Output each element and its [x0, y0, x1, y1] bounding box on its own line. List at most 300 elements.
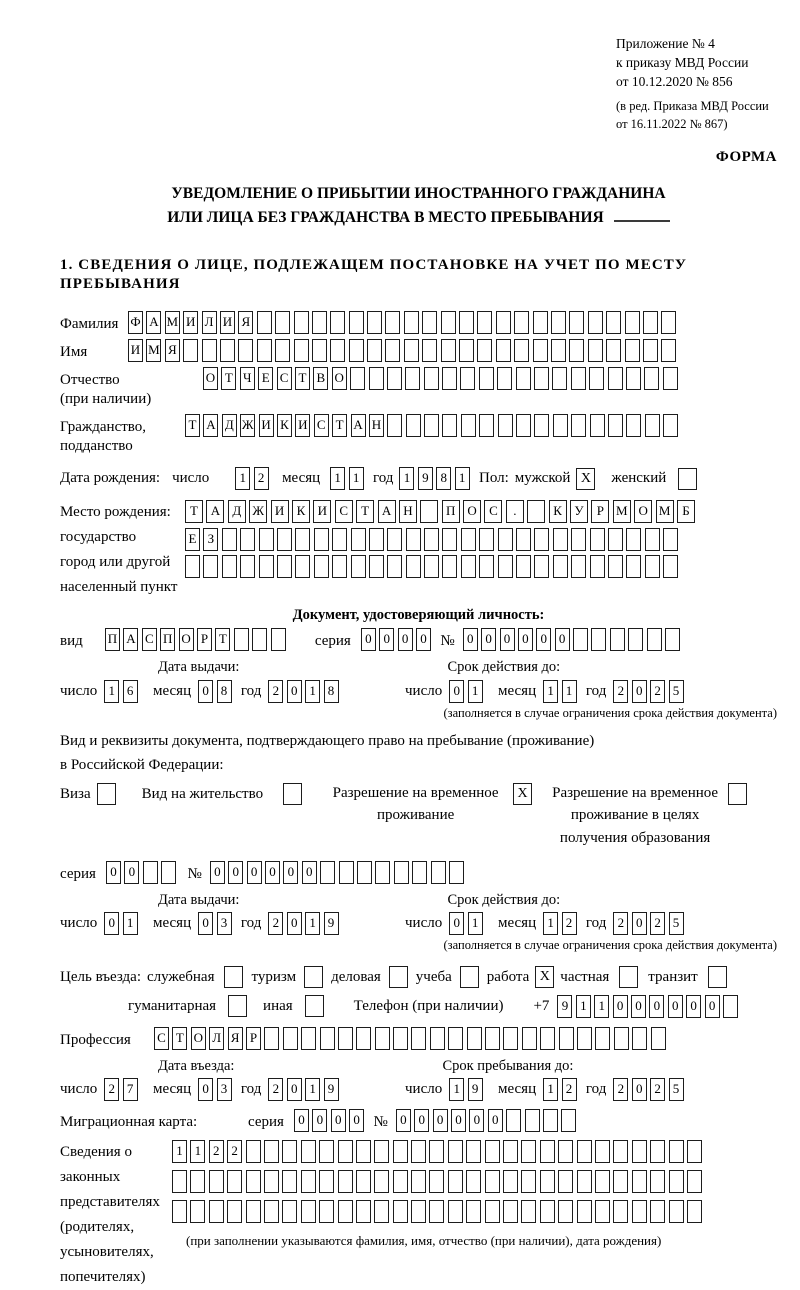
char-cell[interactable]: 6: [123, 680, 138, 703]
char-cell[interactable]: [498, 528, 513, 551]
char-cell[interactable]: [553, 528, 568, 551]
char-cell[interactable]: 1: [235, 467, 250, 490]
char-cell[interactable]: Н: [399, 500, 417, 523]
char-cell[interactable]: [338, 1140, 353, 1163]
char-cell[interactable]: [479, 414, 494, 437]
char-cell[interactable]: П: [160, 628, 175, 651]
char-cell[interactable]: [220, 339, 235, 362]
char-cell[interactable]: [626, 555, 641, 578]
char-cell[interactable]: О: [634, 500, 652, 523]
purpose-business-checkbox[interactable]: [389, 966, 408, 988]
char-cell[interactable]: Р: [591, 500, 609, 523]
char-cell[interactable]: [628, 628, 643, 651]
char-cell[interactable]: [275, 339, 290, 362]
char-cell[interactable]: [442, 414, 457, 437]
char-cell[interactable]: [264, 1170, 279, 1193]
char-cell[interactable]: 8: [436, 467, 451, 490]
char-cell[interactable]: М: [146, 339, 161, 362]
char-cell[interactable]: [595, 1170, 610, 1193]
char-cell[interactable]: [227, 1200, 242, 1223]
char-cell[interactable]: 0: [449, 680, 464, 703]
char-cell[interactable]: [349, 311, 364, 334]
char-cell[interactable]: А: [203, 414, 218, 437]
char-cell[interactable]: [723, 995, 738, 1018]
purpose-transit-checkbox[interactable]: [708, 966, 727, 988]
char-cell[interactable]: [466, 1200, 481, 1223]
char-cell[interactable]: 1: [305, 680, 320, 703]
char-cell[interactable]: И: [128, 339, 143, 362]
char-cell[interactable]: [349, 339, 364, 362]
char-cell[interactable]: 0: [312, 1109, 327, 1132]
char-cell[interactable]: [332, 528, 347, 551]
char-cell[interactable]: Р: [197, 628, 212, 651]
char-cell[interactable]: [559, 1027, 574, 1050]
char-cell[interactable]: [647, 628, 662, 651]
char-cell[interactable]: [645, 414, 660, 437]
char-cell[interactable]: [571, 555, 586, 578]
char-cell[interactable]: 1: [349, 467, 364, 490]
char-cell[interactable]: [351, 555, 366, 578]
char-cell[interactable]: [590, 414, 605, 437]
char-cell[interactable]: [314, 555, 329, 578]
char-cell[interactable]: [404, 339, 419, 362]
char-cell[interactable]: [608, 555, 623, 578]
char-cell[interactable]: [516, 528, 531, 551]
char-cell[interactable]: [422, 311, 437, 334]
char-cell[interactable]: О: [332, 367, 347, 390]
char-cell[interactable]: [552, 367, 567, 390]
char-cell[interactable]: 0: [104, 912, 119, 935]
char-cell[interactable]: [569, 311, 584, 334]
char-cell[interactable]: О: [463, 500, 481, 523]
char-cell[interactable]: О: [203, 367, 218, 390]
purpose-official-checkbox[interactable]: [224, 966, 243, 988]
char-cell[interactable]: 0: [631, 995, 646, 1018]
visa-checkbox[interactable]: [97, 783, 116, 805]
char-cell[interactable]: А: [206, 500, 224, 523]
char-cell[interactable]: [271, 628, 286, 651]
char-cell[interactable]: [525, 1109, 540, 1132]
char-cell[interactable]: [202, 339, 217, 362]
char-cell[interactable]: Т: [172, 1027, 187, 1050]
char-cell[interactable]: [514, 339, 529, 362]
char-cell[interactable]: [588, 311, 603, 334]
char-cell[interactable]: [406, 414, 421, 437]
char-cell[interactable]: [312, 311, 327, 334]
char-cell[interactable]: [461, 414, 476, 437]
char-cell[interactable]: [301, 1140, 316, 1163]
char-cell[interactable]: [558, 1200, 573, 1223]
char-cell[interactable]: [301, 1027, 316, 1050]
char-cell[interactable]: [466, 1140, 481, 1163]
char-cell[interactable]: [608, 367, 623, 390]
char-cell[interactable]: [350, 367, 365, 390]
char-cell[interactable]: [234, 628, 249, 651]
char-cell[interactable]: 9: [324, 1078, 339, 1101]
char-cell[interactable]: [571, 528, 586, 551]
char-cell[interactable]: [644, 367, 659, 390]
char-cell[interactable]: 2: [562, 1078, 577, 1101]
purpose-other-checkbox[interactable]: [305, 995, 324, 1017]
char-cell[interactable]: [375, 1027, 390, 1050]
char-cell[interactable]: [533, 339, 548, 362]
char-cell[interactable]: [369, 367, 384, 390]
char-cell[interactable]: [330, 311, 345, 334]
char-cell[interactable]: [320, 1027, 335, 1050]
char-cell[interactable]: 0: [302, 861, 317, 884]
char-cell[interactable]: [356, 1170, 371, 1193]
char-cell[interactable]: [448, 1027, 463, 1050]
char-cell[interactable]: [561, 1109, 576, 1132]
char-cell[interactable]: [687, 1170, 702, 1193]
char-cell[interactable]: 0: [414, 1109, 429, 1132]
char-cell[interactable]: 2: [613, 912, 628, 935]
char-cell[interactable]: [406, 555, 421, 578]
char-cell[interactable]: [301, 1170, 316, 1193]
char-cell[interactable]: [551, 339, 566, 362]
char-cell[interactable]: [357, 861, 372, 884]
char-cell[interactable]: 0: [518, 628, 533, 651]
char-cell[interactable]: [540, 1170, 555, 1193]
char-cell[interactable]: 0: [247, 861, 262, 884]
char-cell[interactable]: 8: [324, 680, 339, 703]
char-cell[interactable]: 0: [124, 861, 139, 884]
char-cell[interactable]: [183, 339, 198, 362]
char-cell[interactable]: 1: [468, 912, 483, 935]
char-cell[interactable]: К: [277, 414, 292, 437]
char-cell[interactable]: К: [549, 500, 567, 523]
residence-permit-checkbox[interactable]: [283, 783, 302, 805]
char-cell[interactable]: [663, 367, 678, 390]
char-cell[interactable]: 2: [227, 1140, 242, 1163]
char-cell[interactable]: 0: [349, 1109, 364, 1132]
char-cell[interactable]: Б: [677, 500, 695, 523]
char-cell[interactable]: [246, 1200, 261, 1223]
char-cell[interactable]: [339, 861, 354, 884]
char-cell[interactable]: [543, 1109, 558, 1132]
char-cell[interactable]: [429, 1200, 444, 1223]
char-cell[interactable]: [521, 1170, 536, 1193]
char-cell[interactable]: [514, 311, 529, 334]
char-cell[interactable]: [485, 1170, 500, 1193]
char-cell[interactable]: [643, 311, 658, 334]
char-cell[interactable]: [661, 339, 676, 362]
char-cell[interactable]: [527, 500, 545, 523]
char-cell[interactable]: [411, 1140, 426, 1163]
char-cell[interactable]: [448, 1140, 463, 1163]
char-cell[interactable]: [533, 311, 548, 334]
char-cell[interactable]: [632, 1027, 647, 1050]
char-cell[interactable]: [516, 414, 531, 437]
char-cell[interactable]: 0: [433, 1109, 448, 1132]
char-cell[interactable]: 1: [576, 995, 591, 1018]
char-cell[interactable]: [394, 861, 409, 884]
char-cell[interactable]: [406, 528, 421, 551]
char-cell[interactable]: [485, 1200, 500, 1223]
char-cell[interactable]: [332, 555, 347, 578]
char-cell[interactable]: 0: [106, 861, 121, 884]
char-cell[interactable]: [553, 414, 568, 437]
char-cell[interactable]: 1: [455, 467, 470, 490]
char-cell[interactable]: 1: [190, 1140, 205, 1163]
char-cell[interactable]: 1: [543, 1078, 558, 1101]
char-cell[interactable]: [356, 1140, 371, 1163]
char-cell[interactable]: [595, 1027, 610, 1050]
temp-residence-checkbox[interactable]: X: [513, 783, 532, 805]
char-cell[interactable]: 1: [104, 680, 119, 703]
char-cell[interactable]: [227, 1170, 242, 1193]
char-cell[interactable]: [257, 339, 272, 362]
char-cell[interactable]: [540, 1200, 555, 1223]
char-cell[interactable]: 2: [650, 912, 665, 935]
char-cell[interactable]: [442, 367, 457, 390]
char-cell[interactable]: Т: [215, 628, 230, 651]
char-cell[interactable]: [367, 311, 382, 334]
char-cell[interactable]: [503, 1200, 518, 1223]
char-cell[interactable]: 3: [217, 1078, 232, 1101]
char-cell[interactable]: [477, 311, 492, 334]
char-cell[interactable]: Т: [332, 414, 347, 437]
char-cell[interactable]: [319, 1140, 334, 1163]
char-cell[interactable]: [577, 1140, 592, 1163]
char-cell[interactable]: [338, 1027, 353, 1050]
char-cell[interactable]: 0: [361, 628, 376, 651]
char-cell[interactable]: [496, 339, 511, 362]
char-cell[interactable]: [503, 1027, 518, 1050]
char-cell[interactable]: Л: [202, 311, 217, 334]
char-cell[interactable]: [522, 1027, 537, 1050]
char-cell[interactable]: 2: [613, 680, 628, 703]
char-cell[interactable]: [669, 1140, 684, 1163]
char-cell[interactable]: [521, 1200, 536, 1223]
char-cell[interactable]: [589, 367, 604, 390]
char-cell[interactable]: [375, 861, 390, 884]
char-cell[interactable]: Т: [185, 500, 203, 523]
char-cell[interactable]: [663, 528, 678, 551]
char-cell[interactable]: 1: [543, 680, 558, 703]
char-cell[interactable]: [460, 367, 475, 390]
char-cell[interactable]: [190, 1170, 205, 1193]
char-cell[interactable]: [351, 528, 366, 551]
char-cell[interactable]: 2: [104, 1078, 119, 1101]
char-cell[interactable]: [663, 555, 678, 578]
char-cell[interactable]: [516, 555, 531, 578]
char-cell[interactable]: 0: [488, 1109, 503, 1132]
char-cell[interactable]: [497, 367, 512, 390]
char-cell[interactable]: [277, 528, 292, 551]
char-cell[interactable]: М: [656, 500, 674, 523]
char-cell[interactable]: [387, 367, 402, 390]
char-cell[interactable]: [405, 367, 420, 390]
char-cell[interactable]: [669, 1200, 684, 1223]
char-cell[interactable]: .: [506, 500, 524, 523]
char-cell[interactable]: [687, 1200, 702, 1223]
char-cell[interactable]: 0: [198, 1078, 213, 1101]
char-cell[interactable]: Р: [246, 1027, 261, 1050]
char-cell[interactable]: [687, 1140, 702, 1163]
char-cell[interactable]: [301, 1200, 316, 1223]
char-cell[interactable]: И: [183, 311, 198, 334]
char-cell[interactable]: [553, 555, 568, 578]
char-cell[interactable]: О: [179, 628, 194, 651]
char-cell[interactable]: 0: [632, 680, 647, 703]
char-cell[interactable]: [393, 1200, 408, 1223]
purpose-private-checkbox[interactable]: [619, 966, 638, 988]
char-cell[interactable]: П: [442, 500, 460, 523]
char-cell[interactable]: И: [313, 500, 331, 523]
char-cell[interactable]: 5: [669, 912, 684, 935]
char-cell[interactable]: [246, 1140, 261, 1163]
char-cell[interactable]: С: [142, 628, 157, 651]
char-cell[interactable]: [240, 528, 255, 551]
purpose-work-checkbox[interactable]: X: [535, 966, 554, 988]
char-cell[interactable]: М: [165, 311, 180, 334]
char-cell[interactable]: [577, 1027, 592, 1050]
char-cell[interactable]: 1: [305, 912, 320, 935]
char-cell[interactable]: [477, 339, 492, 362]
char-cell[interactable]: [442, 528, 457, 551]
char-cell[interactable]: [312, 339, 327, 362]
char-cell[interactable]: [651, 1027, 666, 1050]
char-cell[interactable]: [625, 311, 640, 334]
char-cell[interactable]: [626, 414, 641, 437]
char-cell[interactable]: [422, 339, 437, 362]
char-cell[interactable]: 9: [324, 912, 339, 935]
char-cell[interactable]: [448, 1170, 463, 1193]
char-cell[interactable]: А: [378, 500, 396, 523]
char-cell[interactable]: [503, 1140, 518, 1163]
char-cell[interactable]: [643, 339, 658, 362]
char-cell[interactable]: Т: [185, 414, 200, 437]
char-cell[interactable]: [540, 1140, 555, 1163]
char-cell[interactable]: А: [146, 311, 161, 334]
char-cell[interactable]: [577, 1200, 592, 1223]
char-cell[interactable]: 0: [287, 680, 302, 703]
char-cell[interactable]: Ч: [240, 367, 255, 390]
char-cell[interactable]: [369, 528, 384, 551]
char-cell[interactable]: В: [313, 367, 328, 390]
char-cell[interactable]: Е: [258, 367, 273, 390]
char-cell[interactable]: 1: [594, 995, 609, 1018]
char-cell[interactable]: 0: [463, 628, 478, 651]
char-cell[interactable]: [663, 414, 678, 437]
char-cell[interactable]: [645, 555, 660, 578]
char-cell[interactable]: [319, 1170, 334, 1193]
char-cell[interactable]: У: [570, 500, 588, 523]
char-cell[interactable]: [411, 1170, 426, 1193]
char-cell[interactable]: Т: [221, 367, 236, 390]
char-cell[interactable]: 0: [481, 628, 496, 651]
char-cell[interactable]: [411, 1200, 426, 1223]
char-cell[interactable]: [282, 1140, 297, 1163]
char-cell[interactable]: [283, 1027, 298, 1050]
char-cell[interactable]: 5: [669, 1078, 684, 1101]
char-cell[interactable]: [430, 1027, 445, 1050]
char-cell[interactable]: [257, 311, 272, 334]
char-cell[interactable]: [172, 1170, 187, 1193]
char-cell[interactable]: И: [220, 311, 235, 334]
char-cell[interactable]: 0: [555, 628, 570, 651]
temp-residence-education-checkbox[interactable]: [728, 783, 747, 805]
char-cell[interactable]: [479, 367, 494, 390]
char-cell[interactable]: [374, 1200, 389, 1223]
char-cell[interactable]: [338, 1170, 353, 1193]
char-cell[interactable]: [632, 1140, 647, 1163]
char-cell[interactable]: 0: [705, 995, 720, 1018]
char-cell[interactable]: [314, 528, 329, 551]
char-cell[interactable]: [294, 311, 309, 334]
char-cell[interactable]: [571, 367, 586, 390]
char-cell[interactable]: 5: [669, 680, 684, 703]
char-cell[interactable]: 0: [451, 1109, 466, 1132]
char-cell[interactable]: [665, 628, 680, 651]
char-cell[interactable]: 0: [287, 912, 302, 935]
char-cell[interactable]: [459, 339, 474, 362]
char-cell[interactable]: [295, 555, 310, 578]
char-cell[interactable]: 9: [468, 1078, 483, 1101]
char-cell[interactable]: [534, 367, 549, 390]
char-cell[interactable]: [506, 1109, 521, 1132]
char-cell[interactable]: [479, 555, 494, 578]
char-cell[interactable]: [259, 555, 274, 578]
char-cell[interactable]: Ф: [128, 311, 143, 334]
char-cell[interactable]: [264, 1027, 279, 1050]
char-cell[interactable]: 0: [283, 861, 298, 884]
char-cell[interactable]: [190, 1200, 205, 1223]
char-cell[interactable]: Н: [369, 414, 384, 437]
char-cell[interactable]: [282, 1200, 297, 1223]
char-cell[interactable]: [608, 528, 623, 551]
char-cell[interactable]: 0: [449, 912, 464, 935]
char-cell[interactable]: [588, 339, 603, 362]
char-cell[interactable]: [485, 1027, 500, 1050]
char-cell[interactable]: С: [154, 1027, 169, 1050]
char-cell[interactable]: [203, 555, 218, 578]
char-cell[interactable]: 2: [650, 1078, 665, 1101]
char-cell[interactable]: [277, 555, 292, 578]
char-cell[interactable]: 1: [562, 680, 577, 703]
char-cell[interactable]: [516, 367, 531, 390]
char-cell[interactable]: 2: [268, 912, 283, 935]
char-cell[interactable]: [608, 414, 623, 437]
char-cell[interactable]: 8: [217, 680, 232, 703]
char-cell[interactable]: [320, 861, 335, 884]
char-cell[interactable]: [367, 339, 382, 362]
char-cell[interactable]: Ж: [249, 500, 267, 523]
char-cell[interactable]: [252, 628, 267, 651]
char-cell[interactable]: 2: [562, 912, 577, 935]
char-cell[interactable]: [448, 1200, 463, 1223]
char-cell[interactable]: Л: [209, 1027, 224, 1050]
char-cell[interactable]: [534, 414, 549, 437]
char-cell[interactable]: [330, 339, 345, 362]
char-cell[interactable]: [185, 555, 200, 578]
char-cell[interactable]: 1: [305, 1078, 320, 1101]
char-cell[interactable]: [393, 1027, 408, 1050]
char-cell[interactable]: [209, 1170, 224, 1193]
char-cell[interactable]: 0: [398, 628, 413, 651]
char-cell[interactable]: С: [277, 367, 292, 390]
char-cell[interactable]: [461, 555, 476, 578]
char-cell[interactable]: [209, 1200, 224, 1223]
char-cell[interactable]: 1: [468, 680, 483, 703]
char-cell[interactable]: [461, 528, 476, 551]
char-cell[interactable]: 1: [172, 1140, 187, 1163]
char-cell[interactable]: 0: [536, 628, 551, 651]
char-cell[interactable]: 2: [268, 680, 283, 703]
char-cell[interactable]: [449, 861, 464, 884]
char-cell[interactable]: [479, 528, 494, 551]
